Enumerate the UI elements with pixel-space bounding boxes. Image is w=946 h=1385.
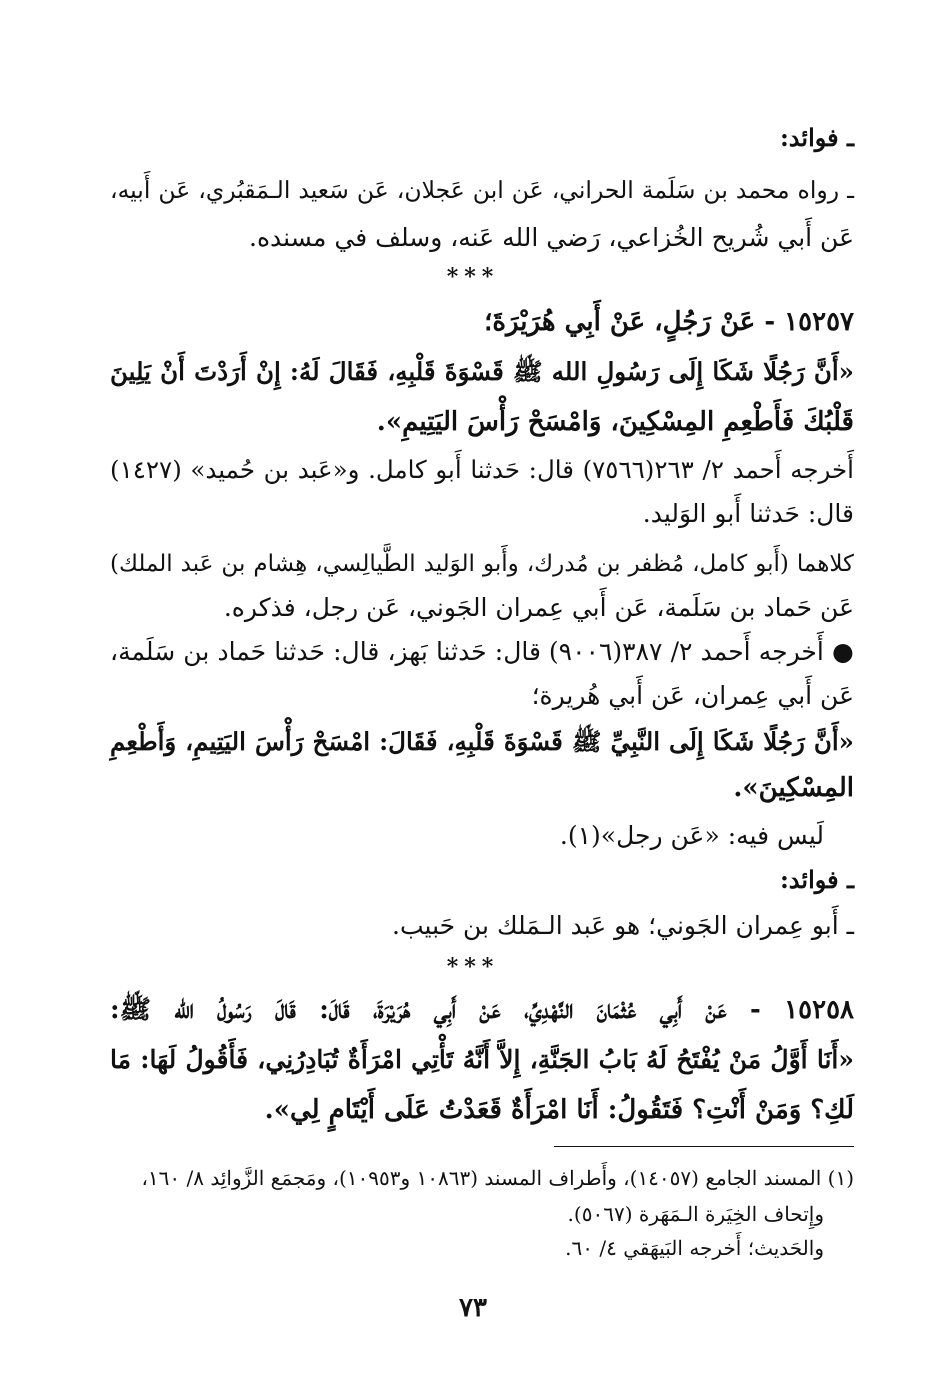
body-text-line: أَخرجه أَحمد ٢/ ٢٦٣(٧٥٦٦) قال: حَدثنا أَبو كامل. و«عَبد بن حُميد» (١٤٢٧): [110, 455, 854, 484]
section-separator: ***: [446, 264, 500, 290]
footnote-line: والحَديث؛ أَخرجه البَيهَقي ٤/ ٦٠.: [565, 1236, 824, 1260]
body-text-line: عَن أَبي شُريح الخُزاعي، رَضي الله عَنه، وسلف في مسنده.: [249, 223, 854, 252]
hadith-text-line: «أَنَّ رَجُلًا شَكَا إِلَى النَّبِيِّ ﷺ قَسْوَةَ قَلْبِهِ، فَقَالَ: امْسَحْ رَأْسَ اليَتِيمِ، وَأَطْعِمِ: [110, 727, 854, 756]
body-text-line: لَيس فيه: «عَن رجل»(١).: [559, 821, 824, 850]
section-separator: ***: [446, 954, 500, 980]
body-text-line: عَن حَماد بن سَلَمة، عَن أَبي عِمران الجَوني، عَن رجل، فذكره.: [223, 593, 854, 622]
footnote-line: (١) المسند الجامع (١٤٠٥٧)، وأَطراف المسند (١٠٨٦٣ و١٠٩٥٣)، ومَجمَع الزَّوائِد ٨/ ١٦٠،: [141, 1166, 854, 1190]
hadith-text-line: قَلْبُكَ فَأَطْعِمِ المِسْكِينَ، وَامْسَحْ رَأْسَ اليَتِيمِ».: [376, 407, 854, 437]
page-number: ٧٣: [459, 1293, 487, 1323]
hadith-text-line: «أَنَا أَوَّلُ مَنْ يُفْتَحُ لَهُ بَابُ الجَنَّةِ، إِلاَّ أَنَّهُ تَأْتِي امْرَأَةٌ تُبَادِرُنِي، فَأَقُولُ لَهَا: مَا: [110, 1045, 854, 1074]
body-text-line: ـ رواه محمد بن سَلَمة الحراني، عَن ابن عَجلان، عَن سَعيد الـمَقبُري، عَن أَبيه،: [110, 176, 854, 204]
body-text-line: قال: حَدثنا أَبو الوَليد.: [642, 499, 854, 528]
hadith-text-line: المِسْكِينَ».: [733, 773, 854, 803]
footnote-divider: [554, 1146, 854, 1147]
body-text-line: ـ أَبو عِمران الجَوني؛ هو عَبد الـمَلك بن حَبيب.: [392, 911, 854, 940]
hadith-number-15258: ١٥٢٥٨ - عَنْ أَبِي عُثْمَانَ النَّهْدِيِّ، عَنْ أَبِي هُرَيْرَةَ، قَالَ: قَالَ رَسُولُ الله ﷺ:: [110, 995, 854, 1025]
section-heading-benefits: ـ فوائد:: [779, 123, 854, 152]
hadith-text-line: لَكِ؟ وَمَنْ أَنْتِ؟ فَتَقُولُ: أَنَا امْرَأَةٌ قَعَدْتُ عَلَى أَيْتَامٍ لِي».: [264, 1095, 854, 1125]
footnote-line: وإِتحاف الخِيَرة الـمَهَرة (٥٠٦٧).: [567, 1202, 824, 1226]
body-text-line: عَن أَبي عِمران، عَن أَبي هُريرة؛: [531, 681, 854, 710]
body-text-line: كلاهما (أَبو كامل، مُظفر بن مُدرك، وأَبو الوَليد الطَّيالِسي، هِشام بن عَبد الملك): [110, 551, 854, 577]
section-heading-benefits: ـ فوائد:: [779, 865, 854, 894]
hadith-text-line: «أَنَّ رَجُلًا شَكَا إِلَى رَسُولِ الله ﷺ قَسْوَةَ قَلْبِهِ، فَقَالَ لَهُ: إِنْ أَرَدْتَ أَنْ يَلِينَ: [110, 357, 854, 386]
hadith-number-15257: ١٥٢٥٧ - عَنْ رَجُلٍ، عَنْ أَبِي هُرَيْرَةَ؛: [484, 307, 854, 337]
body-text-line: ● أَخرجه أَحمد ٢/ ٣٨٧(٩٠٠٦) قال: حَدثنا بَهز، قال: حَدثنا حَماد بن سَلَمة،: [110, 637, 854, 666]
